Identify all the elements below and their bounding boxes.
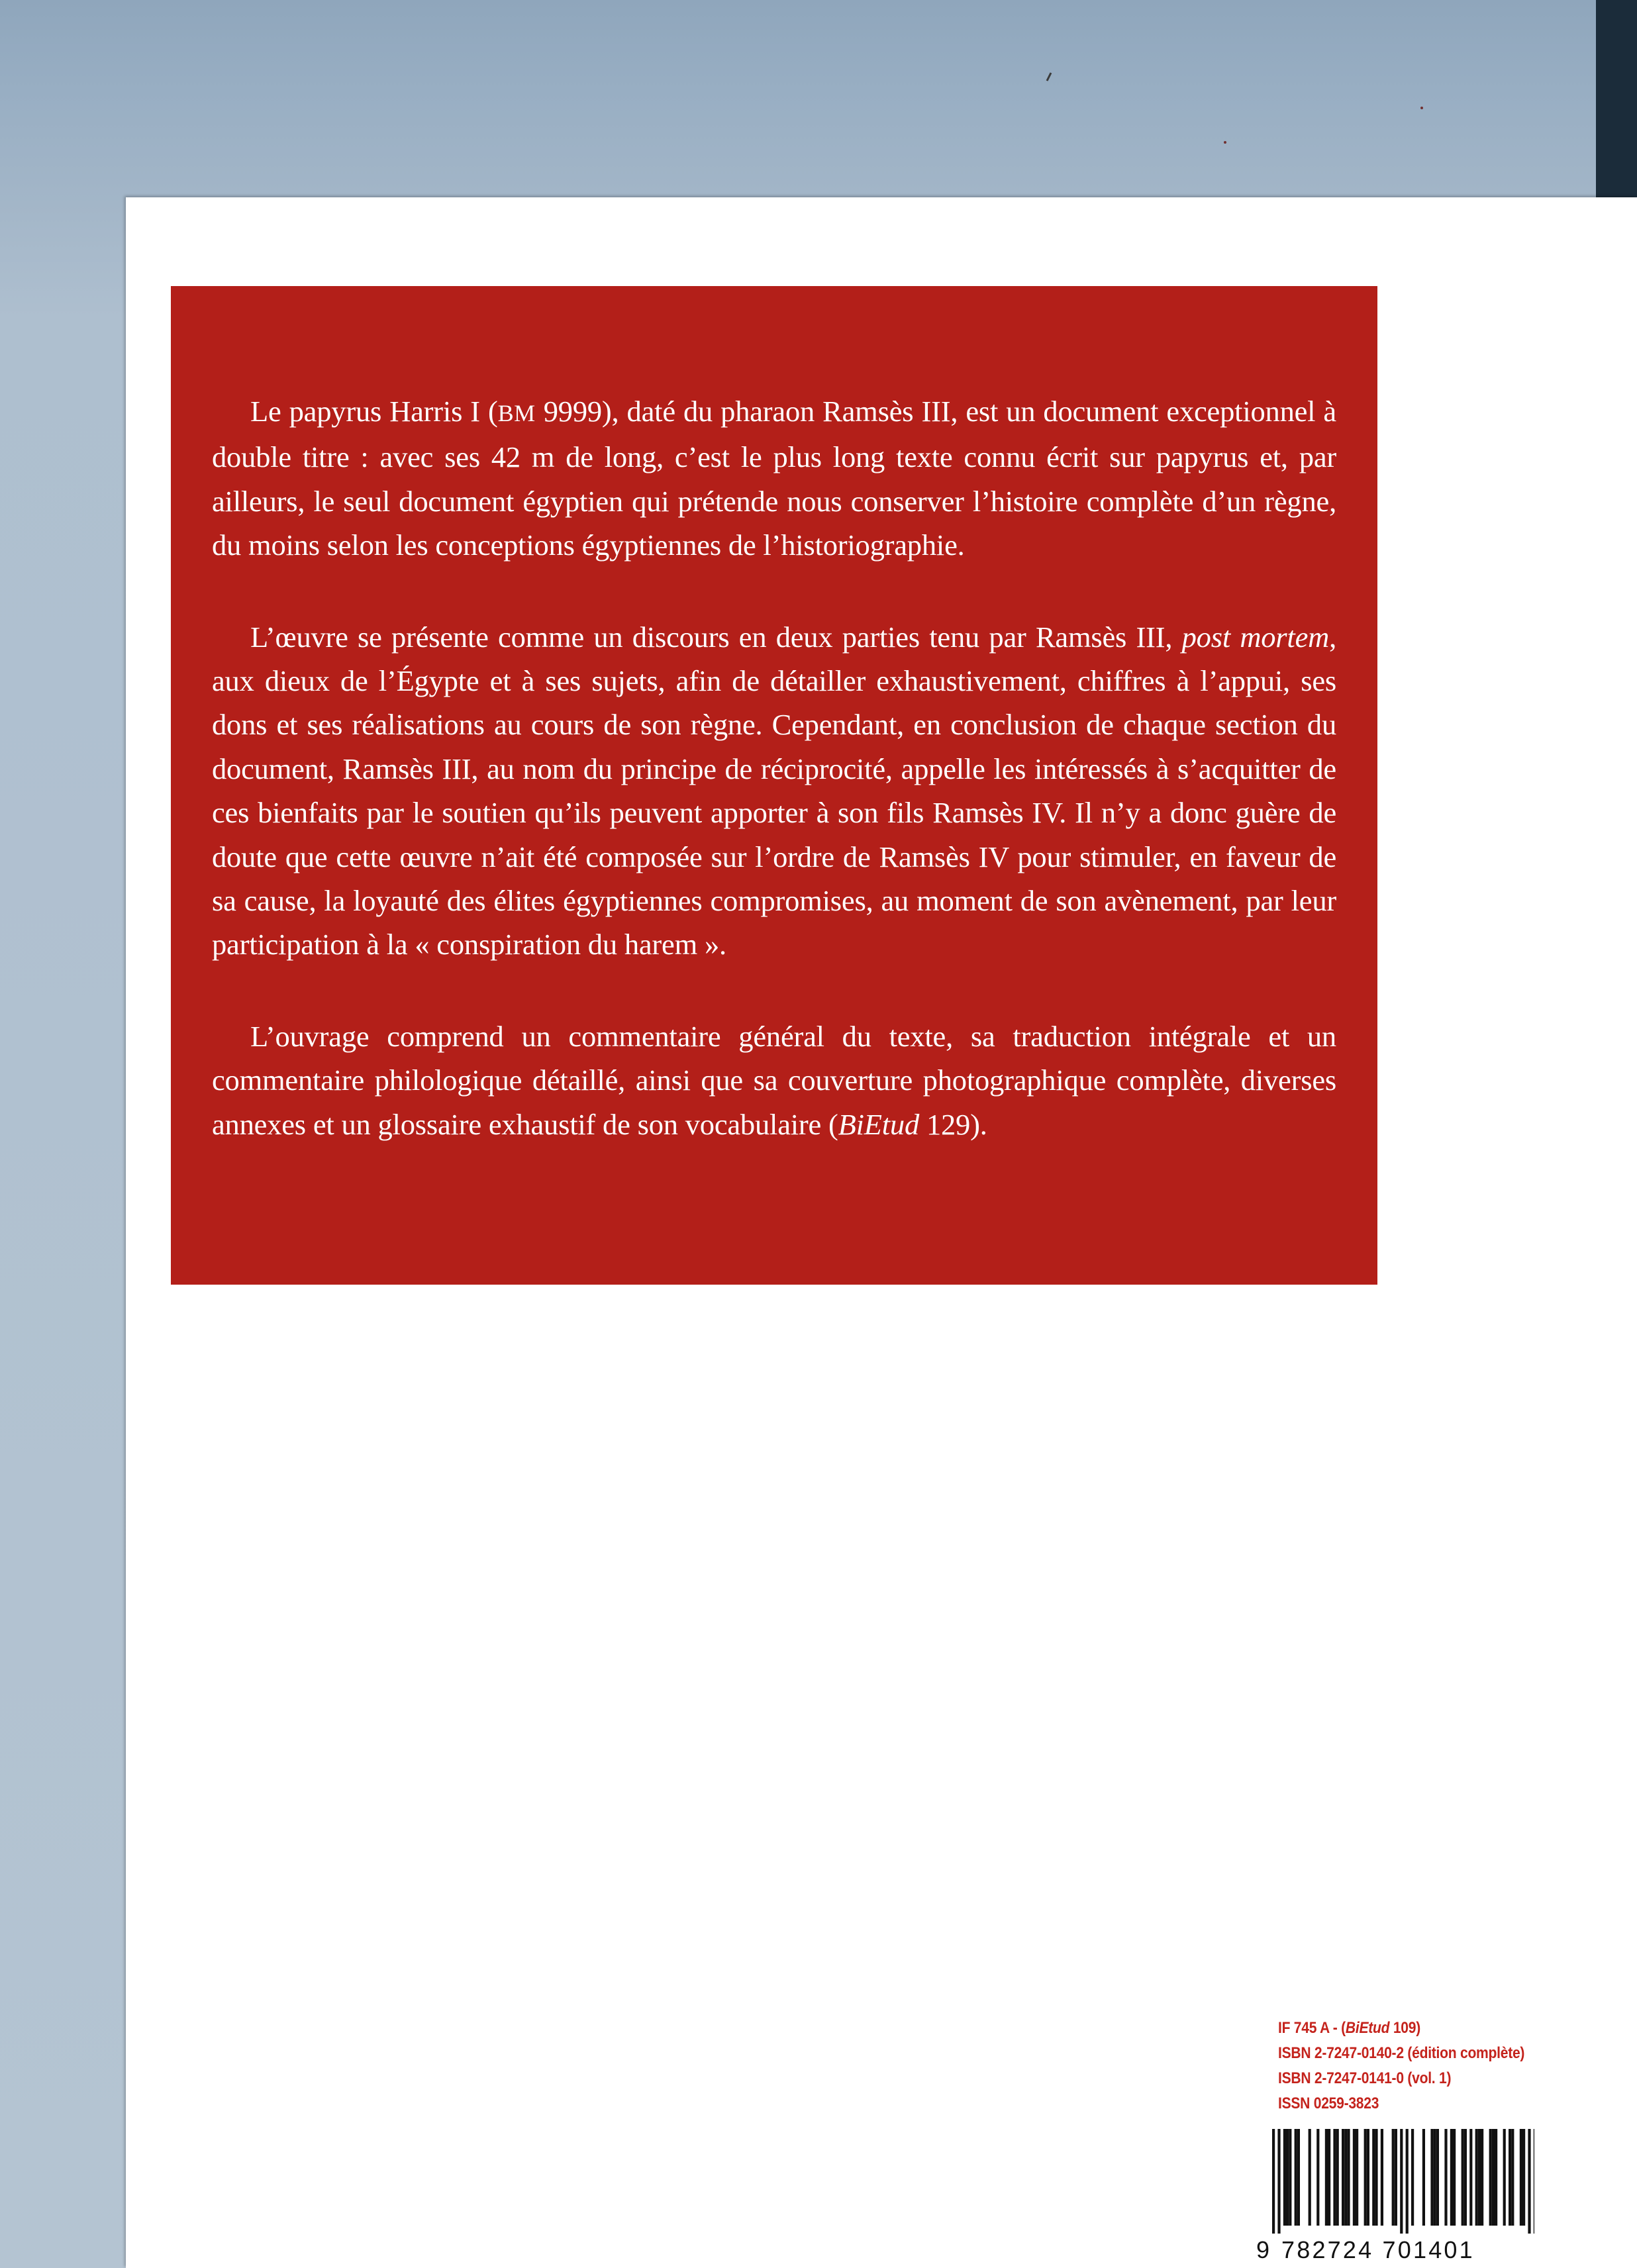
- barcode-bar: [1481, 2129, 1483, 2226]
- barcode-bar: [1436, 2129, 1439, 2226]
- barcode-bar: [1450, 2129, 1453, 2226]
- blurb-p1-smallcaps: BM: [497, 400, 536, 426]
- barcode-bar: [1395, 2129, 1397, 2226]
- barcode-bar: [1325, 2129, 1328, 2226]
- barcode-bar: [1478, 2129, 1481, 2226]
- barcode-bar: [1475, 2129, 1478, 2226]
- barcode-bar: [1295, 2129, 1297, 2226]
- blurb-p3-text-b: 129).: [919, 1107, 987, 1141]
- barcode-bar: [1289, 2129, 1291, 2226]
- barcode-bar: [1400, 2129, 1403, 2234]
- barcode-bar: [1406, 2129, 1409, 2234]
- isbn-vol1-line: ISBN 2-7247-0141-0 (vol. 1): [1278, 2069, 1452, 2087]
- barcode-bar: [1353, 2129, 1356, 2226]
- barcode-bar: [1344, 2129, 1347, 2226]
- blurb-paragraph-3: [212, 1014, 1336, 1146]
- barcode-bar: [1492, 2129, 1495, 2226]
- barcode-bar: [1381, 2129, 1383, 2226]
- blurb-panel: [171, 286, 1377, 1285]
- barcode-bar: [1511, 2129, 1514, 2226]
- barcode-bar: [1520, 2129, 1522, 2226]
- publication-info: [1278, 2016, 1524, 2116]
- blurb-p2-italic: post mortem: [1181, 620, 1330, 654]
- barcode-bar: [1297, 2129, 1300, 2226]
- barcode-bar: [1309, 2129, 1311, 2226]
- barcode-bar: [1364, 2129, 1367, 2226]
- barcode-bar: [1434, 2129, 1436, 2226]
- barcode-bar: [1495, 2129, 1497, 2226]
- barcode-bar: [1272, 2129, 1275, 2234]
- barcode-bar: [1375, 2129, 1377, 2226]
- barcode-bar: [1430, 2129, 1433, 2226]
- barcode-bar: [1411, 2129, 1414, 2226]
- blurb-p2-text-b: , aux dieux de l’Égypte et à ses sujets, afin de détailler exhaustivement, chiffres à l’appui, ses dons et ses réalisations au cours de son règne. Cependant, en conclusion de chaque section du document, Ramsès III, au nom du principe de réciprocité, appelle les intéressés à s’acquitter de ces bienfaits par le soutien qu’ils peuvent apporter à son fils Ramsès IV. Il n’y a donc guère de doute que cette œuvre n’ait été composée sur l’ordre de Ramsès IV pour stimuler, en faveur de sa cause, la loyauté des élites égyptiennes compromises, au moment de son avènement, par leur participation à la « conspiration du harem ».: [212, 620, 1337, 961]
- barcode-lead-digit: 9: [1256, 2236, 1270, 2263]
- series-text-a: IF 745 A - (: [1278, 2019, 1346, 2037]
- barcode-bar: [1503, 2129, 1506, 2226]
- barcode-bar: [1392, 2129, 1395, 2226]
- blurb-p1-text-a: Le papyrus Harris I (: [250, 395, 498, 428]
- blurb-p1-text-b: 9999), daté du pharaon Ramsès III, est un document exceptionnel à double titre : avec ses 42 m de long, c’est le plus long texte connu écrit sur papyrus et, par ailleurs, le seul document égyptien qui prétende nous conserver l’histoire complète d’un règne, du moins selon les conceptions égyptiennes de l’historiographie.: [212, 395, 1336, 562]
- barcode-bar: [1509, 2129, 1511, 2226]
- barcode-bar: [1333, 2129, 1336, 2226]
- barcode-bar: [1444, 2129, 1447, 2226]
- barcode-bar: [1277, 2129, 1280, 2234]
- blurb-paragraph-2: [212, 615, 1336, 967]
- scanner-dark-edge: [1596, 0, 1637, 199]
- barcode-bar: [1336, 2129, 1339, 2226]
- barcode-bars: [1256, 2129, 1534, 2234]
- issn-line: ISSN 0259-3823: [1278, 2095, 1379, 2112]
- barcode-bar: [1489, 2129, 1492, 2226]
- barcode-bar: [1528, 2129, 1530, 2234]
- barcode-bar: [1367, 2129, 1369, 2226]
- barcode-bar: [1464, 2129, 1467, 2226]
- barcode-bar: [1453, 2129, 1456, 2226]
- blurb-paragraph-1: [212, 389, 1336, 567]
- barcode-bar: [1316, 2129, 1319, 2226]
- barcode-digits: 782724 701401: [1281, 2236, 1475, 2263]
- barcode-bar: [1347, 2129, 1350, 2226]
- barcode-bar: [1372, 2129, 1375, 2226]
- series-italic: BiEtud: [1345, 2019, 1390, 2037]
- barcode-bar: [1422, 2129, 1425, 2226]
- barcode-bar: [1469, 2129, 1472, 2226]
- blurb-p3-italic: BiEtud: [838, 1107, 920, 1141]
- series-line: [1278, 2016, 1524, 2041]
- barcode-bar: [1328, 2129, 1330, 2226]
- blurb-p2-text-a: L’œuvre se présente comme un discours en deux parties tenu par Ramsès III,: [250, 620, 1182, 654]
- barcode-bar: [1522, 2129, 1525, 2226]
- blurb-p3-text-a: L’ouvrage comprend un commentaire général du texte, sa traduction intégrale et un commentaire philologique détaillé, ainsi que sa couverture photographique complète, diverses annexes et un glossaire exhaustif de son vocabulaire (: [212, 1019, 1336, 1141]
- barcode-bar: [1286, 2129, 1289, 2226]
- isbn-complete-line: ISBN 2-7247-0140-2 (édition complète): [1278, 2044, 1525, 2062]
- barcode-bar: [1356, 2129, 1358, 2226]
- barcode-bar: [1283, 2129, 1286, 2226]
- barcode: [1256, 2129, 1534, 2268]
- barcode-bar: [1342, 2129, 1344, 2226]
- series-text-b: 109): [1389, 2019, 1420, 2037]
- barcode-bar: [1462, 2129, 1464, 2226]
